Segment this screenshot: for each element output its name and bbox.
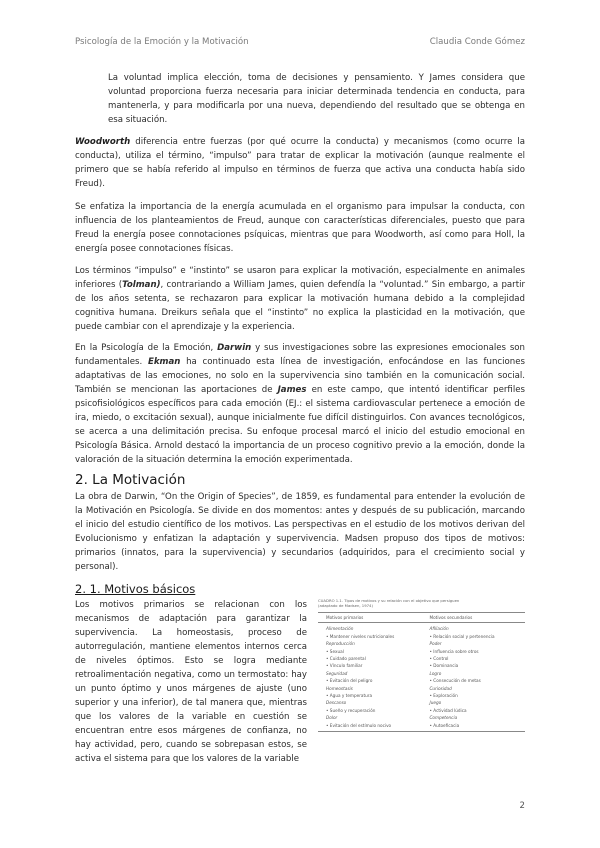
table-row [318, 714, 525, 721]
name-ekman: Ekman [147, 357, 181, 367]
table-cell-primary: • Evitación del estímulo nocivo [326, 722, 392, 728]
table-cell-primary: • Agua y temperatura [326, 693, 373, 699]
table-row [318, 677, 525, 684]
table-cell-secondary: • Exploración [429, 693, 458, 699]
table-cell-primary: • Vínculo familiar [326, 663, 363, 669]
table-row [318, 699, 525, 706]
page-header [75, 37, 525, 47]
table-row [318, 640, 525, 647]
paragraph-energia: Se enfatiza la importancia de la energía acumulada en el organismo para impulsar la conducta, con influencia de los planteamientos de Freud, aunque con características diferenciales, puesto que para Freud la energía posee connotaciones psíquicas, mientras que para Woodworth, así como para Holl, la energía posee connotaciones físicas. [75, 202, 525, 254]
paragraph-motivos-primarios: Los motivos primarios se relacionan con los mecanismos de adaptación para garantizar la supervivencia. La homeostasis, proceso de autorregulación, mantiene elementos internos cerca de niveles óptimos. Esto se logra mediante retroalimentación negativa, como un termostato: hay un punto óptimo y unos márgenes de ajuste (uno superior y una inferior), de tal manera que, mientras que los valores de la variable en cuestión se encuentran entre esos márgenes de confianza, no hay actividad, pero, cuando se sobrepasan estos, se activa el sistema para que los valores de la variable [75, 600, 307, 764]
table-cell-secondary: Logro [429, 670, 442, 676]
paragraph-impulso-instinto [75, 264, 525, 334]
name-james: James [277, 385, 307, 395]
table-cell-secondary: • Control [429, 656, 449, 662]
table-cell-secondary: Poder [429, 641, 442, 647]
table-caption [318, 598, 525, 608]
table-cell-secondary: Afiliación [429, 626, 449, 632]
table-cell-secondary: • Relación social y pertenencia [429, 633, 495, 639]
paragraph-woodworth-text: diferencia entre fuerzas (por qué ocurre la conducta) y mecanismos (como ocurre la conducta), utiliza el término, “impulso” para tratar de explicar la motivación (aunque realmente el primero que se había referido al impulso en términos de fuerza que activa una conducta había sido Freud). [75, 137, 525, 189]
table-header-secondary: Motivos secundarios [429, 615, 473, 620]
table-cell-primary: Alimentación [326, 626, 354, 632]
paragraph-darwin-origin: La obra de Darwin, “On the Origin of Species”, de 1859, es fundamental para entender la evolución de la Motivación en Psicología. Se divide en dos momentos: antes y después de su publicación, marcando el inicio del estudio científico de los motivos. Las perspectivas en el estudio de los motivos derivan del Evolucionismo y enfatizan la adaptación y supervivencia. Madsen propuso dos tipos de motivos: primarios (innatos, para la supervivencia) y secundarios (adquiridos, para el crecimiento social y personal). [75, 492, 525, 572]
table-row [318, 633, 525, 640]
table-header-row [318, 612, 525, 623]
table-cell-primary: • Evitación del peligro [326, 678, 373, 684]
table-caption-line2: (adaptado de Madsen, 1974) [318, 603, 373, 608]
name-darwin: Darwin [217, 343, 252, 353]
name-tolman: Tolman) [122, 280, 161, 290]
table-row [318, 722, 525, 729]
table-cell-secondary: • Consecución de metas [429, 678, 481, 684]
table-cell-primary: Reproducción [326, 641, 355, 647]
page-number: 2 [519, 801, 525, 811]
paragraph-woodworth [75, 135, 525, 191]
p5-part-a: En la Psicología de la Emoción, [75, 343, 218, 353]
section-title: 2. La Motivación [75, 472, 186, 488]
name-woodworth: Woodworth [75, 137, 131, 147]
table-caption-line1: CUADRO 1.1. Tipos de motivos y su relación con el objetivo que persiguen [318, 598, 460, 603]
table-cell-secondary: • Autoeficacia [429, 722, 460, 728]
table-cell-secondary: Competencia [429, 715, 458, 721]
table-cell-secondary: Curiosidad [429, 685, 452, 691]
table-cell-primary: Descanso [326, 700, 347, 706]
subsection-title: 2. 1. Motivos básicos [75, 582, 196, 596]
table-cell-primary: • Mantener niveles nutricionales [326, 633, 395, 639]
table-row [318, 685, 525, 692]
table-cell-primary: • Cuidado parental [326, 656, 366, 662]
table-cell-secondary: • Actividad lúdica [429, 707, 467, 713]
table-cell-secondary: Juego [429, 700, 442, 706]
table-cell-primary: • Sueño y recuperación [326, 707, 376, 713]
table-row [318, 648, 525, 655]
header-course-title: Psicología de la Emoción y la Motivación [75, 37, 249, 47]
table-cell-primary: Homeostasis [326, 685, 353, 691]
header-author: Claudia Conde Gómez [429, 37, 525, 47]
table-cell-primary: • Sexual [326, 648, 344, 654]
p5-part-c: ha continuado esta línea de investigación, enfocándose en las funciones adaptativas de las emociones, no solo en la supervivencia sino también en la comunicación social. También se mencionan las aportaciones de [75, 357, 525, 395]
table-cell-primary: Dolor [326, 715, 338, 721]
table-cell-secondary: • Dominancia [429, 663, 459, 669]
p4-part-a: Los términos “impulso” e “instinto” se usaron para explicar la motivación, especialmente en animales inferiores ( [75, 266, 525, 290]
p4-part-b: , contrariando a William James, quien defendía la “voluntad.” Sin embargo, a partir de los años setenta, se rechazaron para explicar la motivación humana debido a la complejidad cognitiva humana. Dreikurs señala que el “instinto” no explica la plasticidad en la motivación, que puede cambiar con el aprendizaje y la experiencia. [75, 280, 525, 332]
table-row [318, 662, 525, 669]
table-cell-secondary: • Influencia sobre otros [429, 648, 479, 654]
table-row [318, 707, 525, 714]
paragraph-voluntad: La voluntad implica elección, toma de decisiones y pensamiento. Y James considera que voluntad proporciona fuerza necesaria para iniciar determinada tendencia en conducta, para mantenerla, y para modificarla por una nueva, dependiendo del resultado que se obtenga en esa situación. [108, 73, 525, 125]
table-row [318, 625, 525, 632]
table-header-primary: Motivos primarios [326, 615, 364, 620]
paragraph-emocion [75, 341, 525, 467]
table-row [318, 692, 525, 699]
table-cell-primary: Seguridad [326, 670, 348, 676]
p5-part-d: en este campo, que intentó identificar perfiles psicofisiológicos específicos para cada emoción (EJ.: el sistema cardiovascular pertenece a emoción de ira, miedo, o excitación sexual), aunque inicialmente fue difícil distinguirlos. Con avances tecnológicos, se acerca a una delimitación precisa. Su enfoque procesal marcó el inicio del estudio emocional en Psicología Básica. Arnold destacó la importancia de un proceso cognitivo previo a la emoción, donde la valoración de la situación determina la emoción experimentada. [75, 385, 525, 465]
motives-table-figure [318, 598, 525, 788]
table-body [318, 625, 525, 729]
table-bottom-rule [318, 731, 525, 732]
table-row [318, 670, 525, 677]
p5-part-b: y sus investigaciones sobre las expresiones emocionales son fundamentales. [75, 343, 525, 367]
table-row [318, 655, 525, 662]
